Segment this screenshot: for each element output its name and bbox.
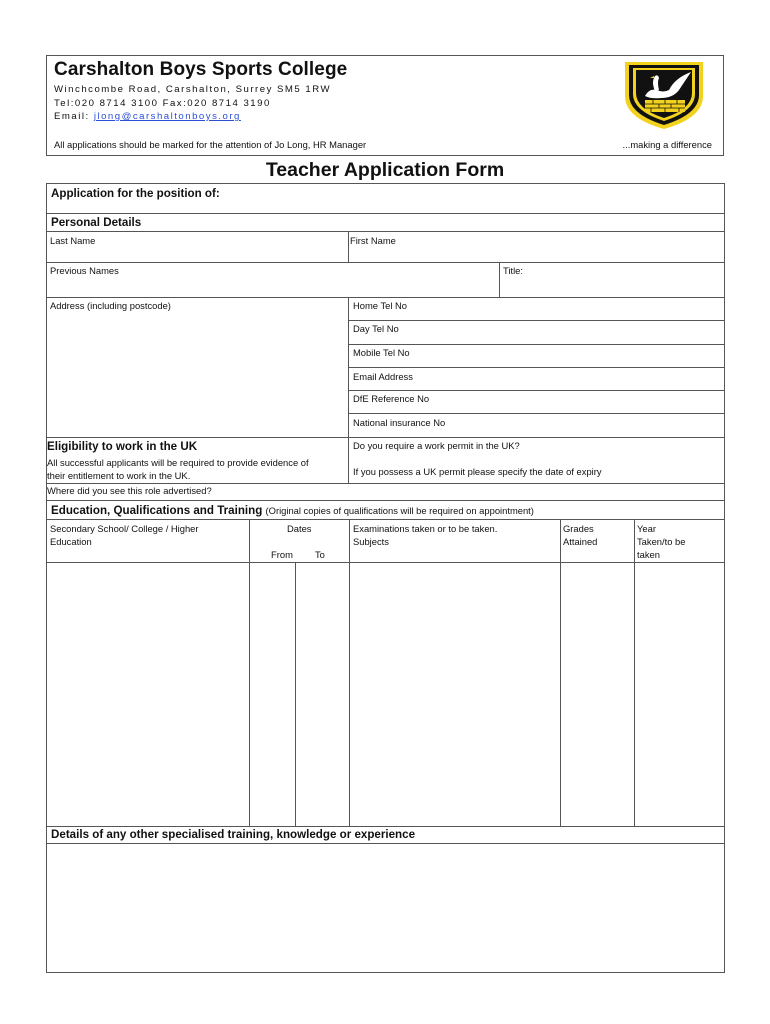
position-label: Application for the position of:	[51, 187, 220, 200]
permit-expiry-field[interactable]	[633, 466, 722, 482]
divider	[348, 344, 725, 345]
exams-field[interactable]	[350, 563, 559, 825]
title-field[interactable]	[500, 277, 724, 296]
col-year-line1: Year	[637, 523, 656, 534]
col-grades-line1: Grades	[563, 523, 594, 534]
personal-details-heading: Personal Details	[51, 216, 142, 229]
mobile-tel-label: Mobile Tel No	[353, 347, 410, 358]
advertised-field[interactable]	[238, 485, 722, 499]
attention-note: All applications should be marked for the attention of Jo Long, HR Manager	[54, 139, 367, 150]
divider	[46, 262, 725, 263]
swan-crest-icon	[621, 60, 707, 130]
school-entries-field[interactable]	[47, 563, 248, 825]
col-year-line2: Taken/to be	[637, 536, 686, 547]
divider	[46, 297, 725, 298]
divider	[46, 500, 725, 501]
national-insurance-field[interactable]	[465, 417, 722, 435]
col-exams-label	[353, 522, 497, 548]
col-to-label: To	[315, 549, 325, 560]
address-field[interactable]	[47, 313, 347, 437]
position-field[interactable]	[47, 201, 724, 213]
education-heading-text: Education, Qualifications and Training	[51, 504, 263, 517]
national-insurance-label: National insurance No	[353, 417, 446, 428]
eligibility-heading: Eligibility to work in the UK	[47, 440, 198, 453]
education-note: (Original copies of qualifications will be required on appointment)	[265, 505, 534, 516]
day-tel-field[interactable]	[430, 323, 722, 341]
training-field[interactable]	[47, 844, 724, 972]
email-address-label: Email Address	[353, 371, 413, 382]
divider	[348, 367, 725, 368]
divider	[46, 826, 725, 827]
grades-field[interactable]	[561, 563, 633, 825]
home-tel-field[interactable]	[430, 300, 722, 318]
email-label: Email:	[54, 111, 90, 122]
col-from-label: From	[271, 549, 293, 560]
education-heading	[51, 504, 534, 517]
form-title: Teacher Application Form	[265, 159, 505, 181]
col-school-line2: Education	[50, 536, 92, 547]
dates-to-field[interactable]	[296, 563, 348, 825]
col-grades-label	[563, 522, 597, 548]
day-tel-label: Day Tel No	[353, 323, 399, 334]
work-permit-field[interactable]	[550, 440, 722, 456]
email-link[interactable]: jlong@carshaltonboys.org	[93, 111, 241, 122]
divider	[46, 483, 725, 484]
last-name-label: Last Name	[50, 235, 96, 246]
divider	[348, 320, 725, 321]
first-name-label: First Name	[350, 235, 396, 246]
work-permit-question: Do you require a work permit in the UK?	[353, 440, 520, 451]
address-label: Address (including postcode)	[50, 300, 171, 311]
home-tel-label: Home Tel No	[353, 300, 408, 311]
school-name: Carshalton Boys Sports College	[54, 59, 348, 80]
dfe-reference-label: DfE Reference No	[353, 393, 430, 404]
previous-names-field[interactable]	[47, 277, 497, 296]
col-school-label	[50, 522, 199, 548]
year-field[interactable]	[635, 563, 724, 825]
divider	[348, 413, 725, 414]
divider	[46, 231, 725, 232]
school-phone-fax: Tel:020 8714 3100 Fax:020 8714 3190	[54, 98, 271, 109]
email-address-field[interactable]	[430, 371, 722, 389]
previous-names-label: Previous Names	[50, 265, 119, 276]
dfe-reference-field[interactable]	[440, 393, 722, 411]
title-label: Title:	[503, 265, 523, 276]
col-exams-line2: Subjects	[353, 536, 389, 547]
permit-expiry-label: If you possess a UK permit please specify the date of expiry	[353, 466, 602, 477]
first-name-field[interactable]	[349, 246, 724, 260]
school-email-line	[54, 111, 241, 122]
divider	[46, 519, 725, 520]
col-year-line3: taken	[637, 549, 660, 560]
mobile-tel-field[interactable]	[430, 347, 722, 365]
col-exams-line1: Examinations taken or to be taken.	[353, 523, 498, 534]
divider	[46, 213, 725, 214]
col-grades-line2: Attained	[563, 536, 598, 547]
eligibility-text-line2: their entitlement to work in the UK.	[47, 470, 191, 481]
school-address: Winchcombe Road, Carshalton, Surrey SM5 1RW	[54, 84, 332, 95]
eligibility-text-line1: All successful applicants will be required to provide evidence of	[47, 457, 309, 468]
col-dates-label: Dates	[287, 523, 312, 534]
divider	[46, 437, 725, 438]
school-motto: ...making a difference	[622, 139, 712, 150]
col-year-label	[637, 522, 685, 561]
training-heading: Details of any other specialised training, knowledge or experience	[51, 828, 416, 841]
advertised-label: Where did you see this role advertised?	[47, 485, 212, 496]
last-name-field[interactable]	[47, 246, 347, 260]
divider	[348, 390, 725, 391]
dates-from-field[interactable]	[250, 563, 294, 825]
col-school-line1: Secondary School/ College / Higher	[50, 523, 199, 534]
